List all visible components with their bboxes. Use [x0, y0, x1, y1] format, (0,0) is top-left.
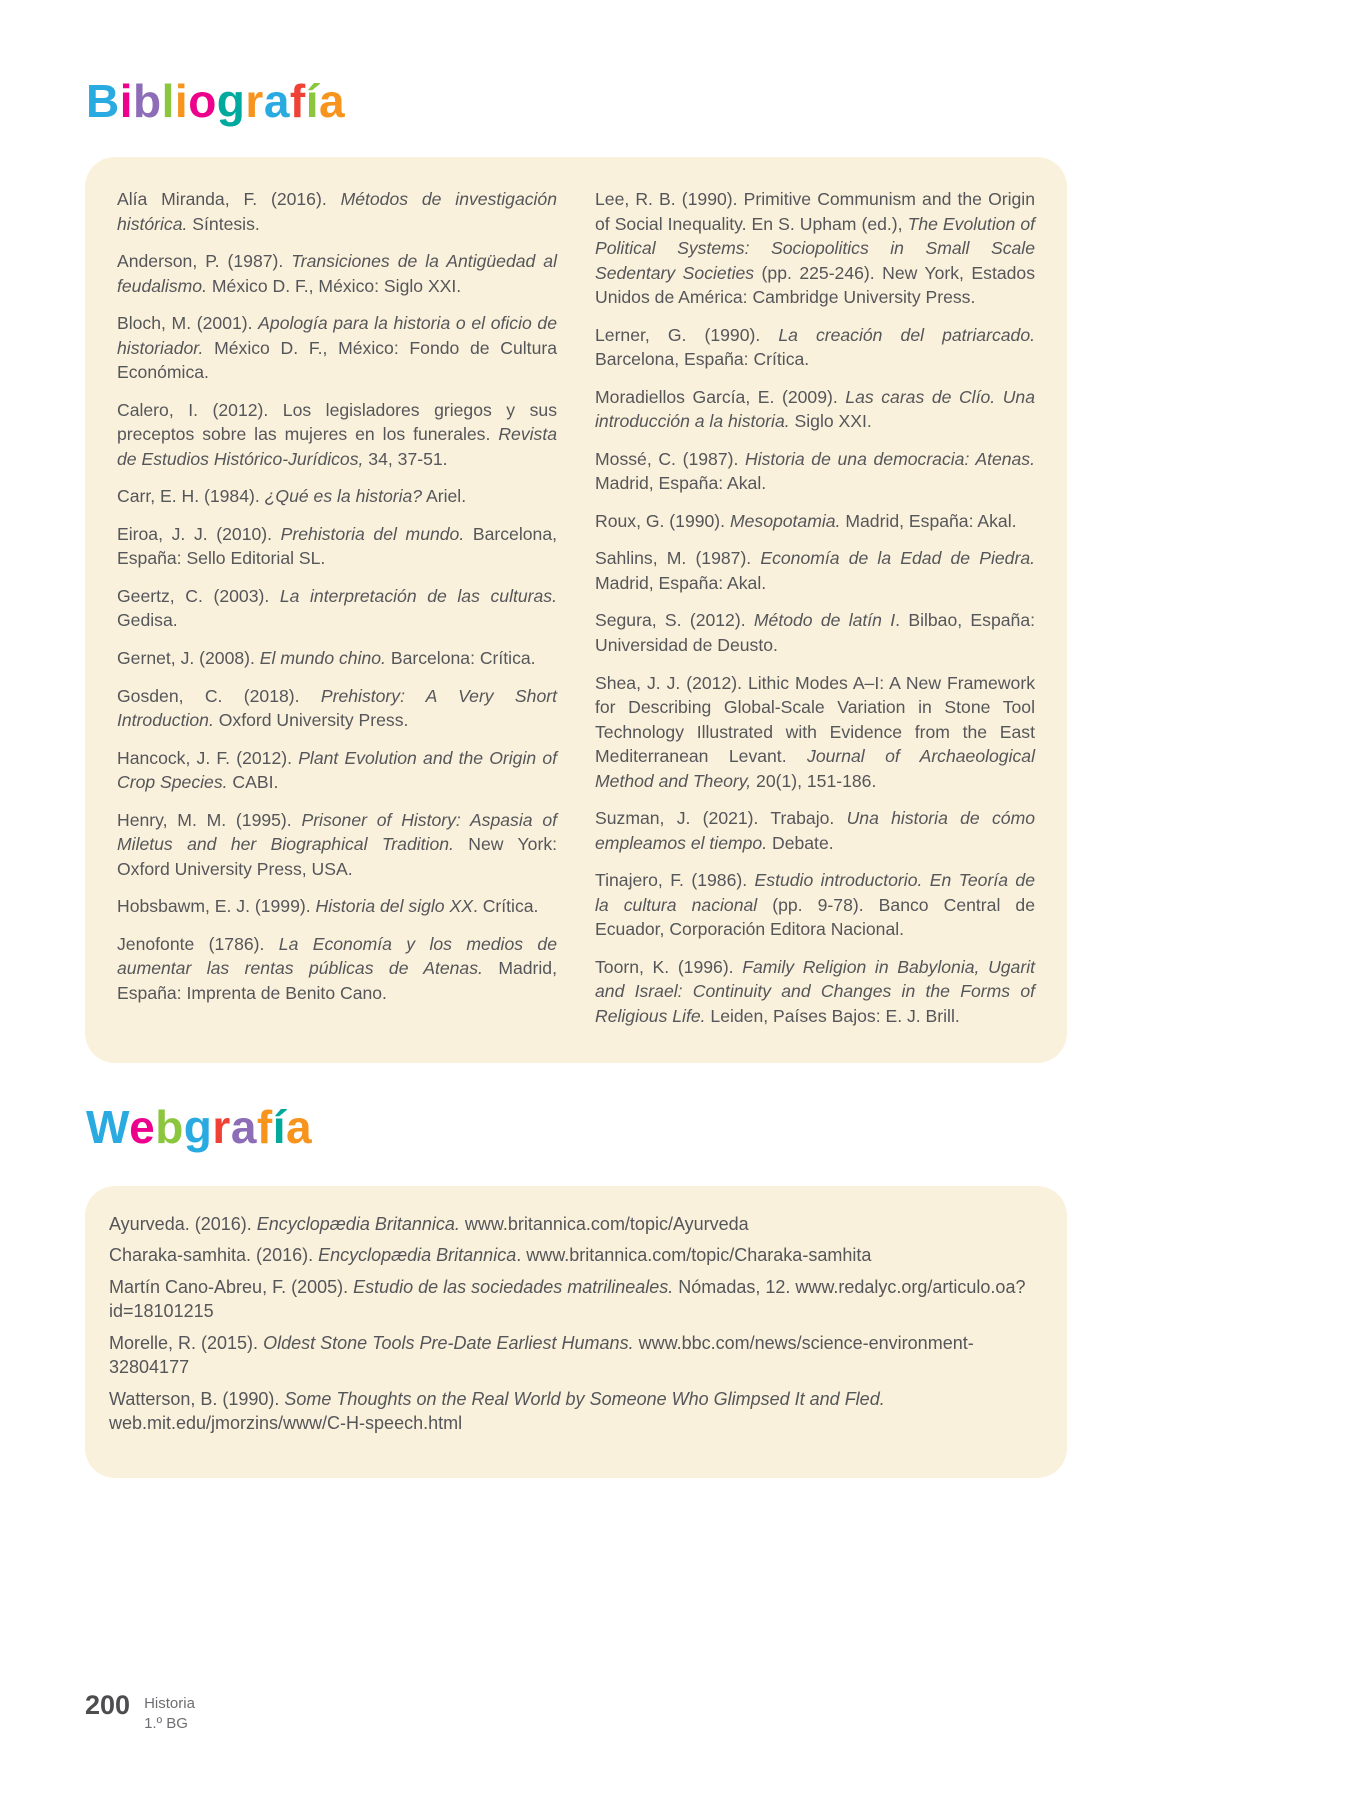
reference-entry — [109, 1275, 1043, 1324]
reference-work-title: The Evolution of Political Systems: Sociopolitics in Small Scale Sedentary Societies — [595, 213, 1035, 283]
reference-text: Calero, I. (2012). Los legisladores griegos y sus preceptos sobre las mujeres en los funerales. — [117, 399, 557, 445]
reference-text: Roux, G. (1990). — [595, 510, 730, 531]
reference-text: (pp. 9-78). Banco Central de Ecuador, Corporación Editora Nacional. — [595, 894, 1035, 940]
reference-text: Madrid, España: Akal. — [840, 510, 1017, 531]
reference-work-title: ¿Qué es la historia? — [264, 486, 423, 507]
reference-entry — [595, 187, 1035, 310]
reference-work-title: Transiciones de la Antigüedad al feudalismo. — [117, 251, 557, 296]
reference-text: Henry, M. M. (1995). — [117, 809, 302, 830]
reference-entry — [117, 808, 557, 882]
title-letter: b — [133, 75, 162, 127]
reference-work-title: Historia de una democracia: Atenas. — [745, 448, 1035, 469]
reference-entry — [117, 484, 557, 509]
reference-text: CABI. — [227, 772, 279, 793]
title-letter: í — [305, 75, 320, 127]
reference-text: Jenofonte (1786). — [117, 933, 279, 954]
reference-text: 20(1), 151-186. — [751, 770, 877, 791]
reference-entry — [595, 546, 1035, 595]
title-letter: e — [129, 1101, 156, 1153]
reference-text: Siglo XXI. — [789, 411, 872, 432]
title-letter: b — [155, 1101, 184, 1153]
reference-entry — [595, 955, 1035, 1029]
reference-text: Madrid, España: Akal. — [595, 572, 767, 593]
reference-work-title: La Economía y los medios de aumentar las rentas públicas de Atenas. — [117, 933, 557, 979]
reference-work-title: Economía de la Edad de Piedra. — [760, 548, 1035, 569]
reference-text: web.mit.edu/jmorzins/www/C-H-speech.html — [109, 1413, 463, 1434]
reference-text: . www.britannica.com/topic/Charaka-samhita — [516, 1245, 872, 1266]
reference-work-title: La interpretación de las culturas. — [279, 585, 557, 606]
reference-work-title: Prisoner of History: Aspasia of Miletus and her Biographical Tradition. — [117, 809, 557, 855]
reference-text: (pp. 225-246). New York, Estados Unidos de América: Cambridge University Press. — [595, 262, 1035, 308]
webography-title — [86, 1100, 312, 1154]
reference-work-title: Las caras de Clío. Una introducción a la historia. — [595, 386, 1035, 432]
reference-work-title: Revista de Estudios Histórico-Jurídicos, — [117, 424, 557, 469]
title-letter: i — [119, 75, 134, 127]
reference-text: Geertz, C. (2003). — [117, 585, 280, 606]
reference-text: Shea, J. J. (2012). Lithic Modes A–I: A New Framework for Describing Global-Scale Variation in Stone Tool Technology Illustrated with Evidence from the East Mediterranean Levant. — [595, 672, 1035, 767]
reference-work-title: Oldest Stone Tools Pre-Date Earliest Humans. — [263, 1332, 634, 1353]
reference-entry — [117, 398, 557, 472]
reference-work-title: Prehistory: A Very Short Introduction. — [117, 685, 557, 731]
reference-text: Gernet, J. (2008). — [117, 647, 260, 668]
reference-text: 34, 37-51. — [363, 448, 448, 469]
reference-text: Leiden, Países Bajos: E. J. Brill. — [705, 1005, 960, 1026]
reference-text: Moradiellos García, E. (2009). — [595, 386, 846, 407]
reference-work-title: Encyclopædia Britannica. — [256, 1214, 460, 1234]
reference-work-title: Métodos de investigación histórica. — [117, 189, 558, 234]
reference-entry — [117, 646, 557, 671]
reference-entry — [117, 522, 557, 571]
reference-work-title: Mesopotamia. — [729, 510, 841, 531]
reference-text: México D. F., México: Siglo XXI. — [206, 275, 462, 296]
reference-entry — [117, 932, 557, 1006]
reference-text: . Crítica. — [472, 896, 539, 917]
reference-text: Alía Miranda, F. (2016). — [117, 189, 341, 209]
reference-text: Ariel. — [422, 486, 467, 507]
reference-entry — [595, 868, 1035, 942]
reference-text: México D. F., México: Fondo de Cultura Económica. — [117, 337, 557, 383]
reference-text: Tinajero, F. (1986). — [595, 870, 755, 891]
reference-text: Watterson, B. (1990). — [109, 1388, 285, 1409]
page-number: 200 — [85, 1690, 131, 1720]
reference-work-title: Estudio de las sociedades matrilineales. — [353, 1276, 674, 1297]
reference-text: Madrid, España: Imprenta de Benito Cano. — [117, 958, 557, 1003]
reference-text: Hobsbawm, E. J. (1999). — [117, 896, 316, 917]
title-letter: r — [245, 75, 264, 127]
reference-text: Madrid, España: Akal. — [595, 473, 767, 494]
reference-text: Suzman, J. (2021). Trabajo. — [595, 808, 847, 829]
reference-text: Lee, R. B. (1990). Primitive Communism and the Origin of Social Inequality. En S. Upham (ed.), — [595, 189, 1035, 234]
reference-work-title: Plant Evolution and the Origin of Crop Species. — [117, 747, 557, 793]
reference-entry — [595, 447, 1035, 496]
reference-text: Toorn, K. (1996). — [595, 956, 743, 977]
title-letter: r — [212, 1101, 231, 1153]
title-letter: B — [86, 75, 120, 127]
title-letter: g — [216, 75, 246, 127]
title-letter: i — [174, 75, 189, 127]
reference-entry — [117, 311, 557, 385]
page-footer — [85, 1690, 195, 1733]
reference-work-title: Una historia de cómo empleamos el tiempo. — [595, 808, 1036, 853]
title-letter: a — [230, 1101, 257, 1153]
reference-entry — [117, 249, 557, 298]
reference-work-title: Prehistoria del mundo. — [280, 523, 465, 544]
reference-text: . Bilbao, España: Universidad de Deusto. — [595, 610, 1035, 655]
reference-entry — [595, 323, 1035, 372]
reference-work-title: Historia del siglo XX — [315, 896, 473, 917]
reference-entry — [117, 584, 557, 633]
reference-work-title: Método de latín I — [753, 610, 896, 631]
reference-text: Oxford University Press. — [213, 710, 409, 731]
title-letter: í — [272, 1101, 287, 1153]
reference-entry — [595, 806, 1035, 855]
reference-text: Martín Cano-Abreu, F. (2005). — [109, 1276, 354, 1297]
reference-work-title: Apología para la historia o el oficio de historiador. — [117, 313, 557, 358]
reference-work-title: Family Religion in Babylonia, Ugarit and Israel: Continuity and Changes in the Forms of Religious Life. — [595, 956, 1035, 1026]
title-letter: a — [319, 75, 346, 127]
bibliography-title — [86, 74, 345, 128]
reference-text: Charaka-samhita. (2016). — [109, 1245, 319, 1266]
webography-panel — [85, 1186, 1067, 1478]
reference-text: Ayurveda. (2016). — [109, 1214, 257, 1234]
reference-entry — [117, 894, 557, 919]
reference-text: Barcelona, España: Sello Editorial SL. — [117, 523, 557, 569]
title-letter: l — [161, 75, 175, 127]
reference-text: Morelle, R. (2015). — [109, 1332, 264, 1353]
course-subject: Historia — [144, 1695, 195, 1712]
title-letter: W — [86, 1101, 130, 1153]
reference-entry — [109, 1212, 1043, 1236]
reference-text: Hancock, J. F. (2012). — [117, 747, 299, 768]
reference-text: Anderson, P. (1987). — [117, 251, 292, 272]
course-grade: 1.º BG — [144, 1714, 188, 1732]
reference-entry — [117, 187, 557, 236]
reference-text: Bloch, M. (2001). — [117, 313, 259, 334]
course-info — [144, 1690, 195, 1733]
reference-entry — [117, 684, 557, 733]
reference-entry — [595, 385, 1035, 434]
reference-text: Gosden, C. (2018). — [117, 685, 321, 706]
reference-work-title: Encyclopædia Britannica — [318, 1245, 517, 1266]
reference-entry — [595, 509, 1035, 534]
bibliography-panel — [85, 157, 1067, 1063]
reference-text: Eiroa, J. J. (2010). — [117, 523, 281, 544]
reference-text: Nómadas, 12. www.redalyc.org/articulo.oa?id=18101215 — [109, 1276, 1026, 1322]
reference-work-title: Some Thoughts on the Real World by Someone Who Glimpsed It and Fled. — [284, 1388, 885, 1409]
reference-text: Barcelona: Crítica. — [385, 647, 536, 668]
title-letter: f — [289, 75, 306, 127]
bibliography-left-column — [117, 187, 557, 1033]
reference-text: New York: Oxford University Press, USA. — [117, 834, 557, 879]
reference-work-title: El mundo chino. — [259, 647, 386, 668]
reference-entry — [109, 1243, 1043, 1267]
reference-entry — [595, 671, 1035, 794]
reference-entry — [109, 1331, 1043, 1380]
reference-text: Carr, E. H. (1984). — [117, 486, 265, 507]
reference-text: Gedisa. — [117, 610, 178, 631]
reference-entry — [117, 746, 557, 795]
title-letter: a — [286, 1101, 313, 1153]
reference-text: Mossé, C. (1987). — [595, 448, 745, 469]
title-letter: f — [256, 1101, 273, 1153]
title-letter: g — [183, 1101, 213, 1153]
reference-work-title: La creación del patriarcado. — [778, 324, 1035, 345]
bibliography-right-column — [595, 187, 1035, 1033]
reference-text: Síntesis. — [187, 213, 260, 234]
reference-work-title: Estudio introductorio. En Teoría de la cultura nacional — [595, 870, 1035, 915]
reference-work-title: Journal of Archaeological Method and Theory, — [595, 746, 1035, 791]
reference-text: Sahlins, M. (1987). — [595, 548, 761, 569]
reference-text: www.britannica.com/topic/Ayurveda — [459, 1214, 749, 1234]
reference-text: Debate. — [767, 832, 834, 853]
reference-text: www.bbc.com/news/science-environment-32804177 — [109, 1332, 974, 1378]
reference-text: Segura, S. (2012). — [595, 610, 754, 631]
reference-text: Barcelona, España: Crítica. — [595, 349, 810, 370]
reference-entry — [109, 1387, 1043, 1436]
reference-text: Lerner, G. (1990). — [595, 324, 779, 345]
reference-entry — [595, 608, 1035, 657]
title-letter: a — [263, 75, 290, 127]
title-letter: o — [188, 75, 217, 127]
